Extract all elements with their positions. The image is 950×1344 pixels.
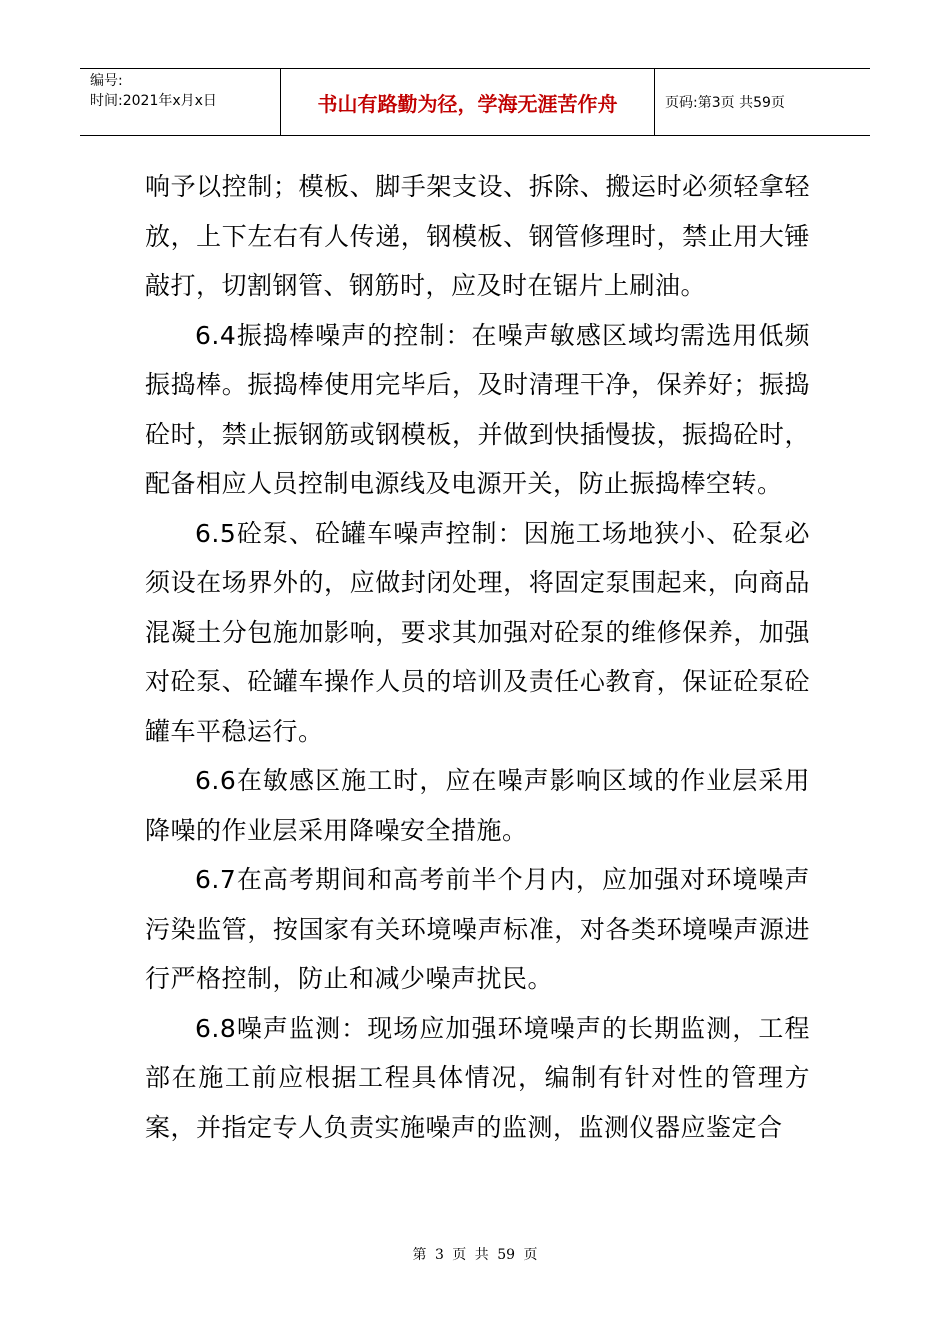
paragraph: 6.6在敏感区施工时，应在噪声影响区域的作业层采用降噪的作业层采用降噪安全措施。	[145, 766, 810, 845]
document-date: 时间:2021年x月x日	[90, 93, 217, 109]
header-motto: 书山有路勤为径，学海无涯苦作舟	[281, 69, 655, 135]
document-body	[145, 162, 810, 1152]
paragraph: 6.7在高考期间和高考前半个月内，应加强对环境噪声污染监管，按国家有关环境噪声标准，对各类环境噪声源进行严格控制，防止和减少噪声扰民。	[145, 865, 810, 993]
header-page-info: 页码:第3页 共59页	[665, 95, 785, 111]
page-header	[80, 68, 870, 136]
paragraph: 响予以控制；模板、脚手架支设、拆除、搬运时必须轻拿轻放，上下左右有人传递，钢模板、钢管修理时，禁止用大锤敲打，切割钢管、钢筋时，应及时在锯片上刷油。	[145, 172, 810, 300]
paragraph: 6.4振捣棒噪声的控制：在噪声敏感区域均需选用低频振捣棒。振捣棒使用完毕后，及时清理干净，保养好；振捣砼时，禁止振钢筋或钢模板，并做到快插慢拔，振捣砼时，配备相应人员控制电源线及电源开关，防止振捣棒空转。	[145, 320, 810, 498]
paragraph: 6.5砼泵、砼罐车噪声控制：因施工场地狭小、砼泵必须设在场界外的，应做封闭处理，将固定泵围起来，向商品混凝土分包施加影响，要求其加强对砼泵的维修保养，加强对砼泵、砼罐车操作人员的培训及责任心教育，保证砼泵砼罐车平稳运行。	[145, 518, 810, 746]
header-meta	[80, 69, 281, 135]
document-number-label: 编号:	[90, 73, 123, 89]
page-footer: 第 3 页 共 59 页	[412, 1247, 538, 1263]
paragraph: 6.8噪声监测：现场应加强环境噪声的长期监测，工程部在施工前应根据工程具体情况，编制有针对性的管理方案，并指定专人负责实施噪声的监测，监测仪器应鉴定合	[145, 1013, 810, 1142]
